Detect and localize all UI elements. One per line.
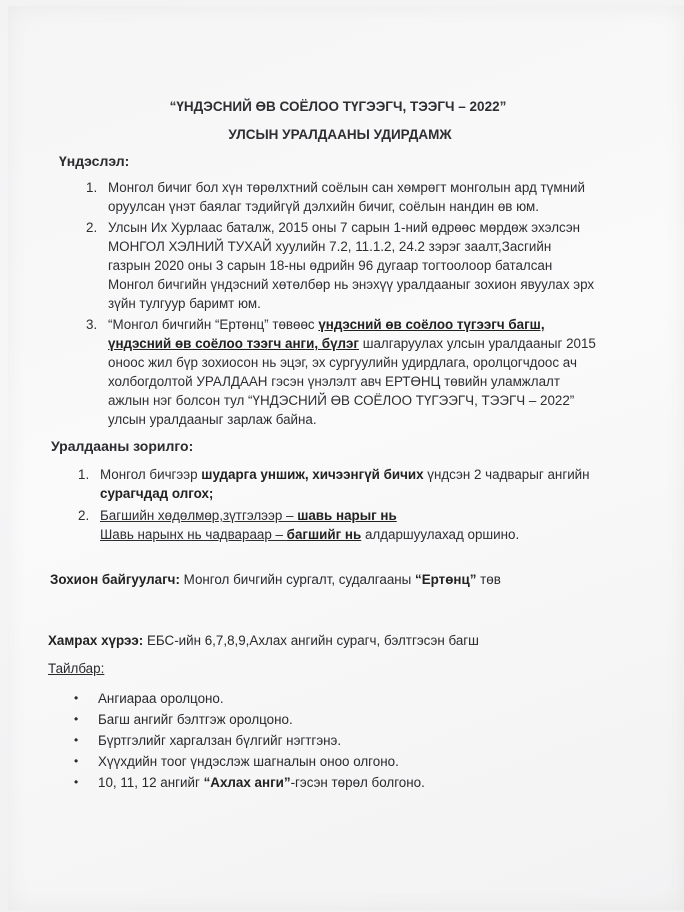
bullet-icon: •: [74, 691, 79, 705]
list-item: [70, 506, 630, 544]
item-text: 10, 11, 12 ангийг: [98, 775, 204, 790]
item-line: [100, 465, 630, 484]
note-list: [74, 688, 425, 793]
basis-heading: Үндэслэл:: [59, 153, 130, 169]
list-item: [78, 178, 638, 216]
bullet-icon: •: [74, 712, 79, 726]
item-line: [108, 334, 638, 353]
document-title: “ҮНДЭСНИЙ ӨВ СОЁЛОО ТҮГЭЭГЧ, ТЭЭГЧ – 2022”: [169, 99, 507, 114]
goal-heading: Уралдааны зорилго:: [51, 438, 194, 454]
item-text: Багшийн хөдөлмөр,зүтгэлээр –: [100, 508, 298, 523]
basis-list: [78, 178, 638, 429]
organizer-emphasis: “Ертөнц”: [415, 572, 477, 587]
item-text: -гэсэн төрөл болгоно.: [290, 775, 425, 790]
item-line: [100, 506, 630, 525]
item-text: Бүртгэлийг харгалзан бүлгийг нэгтгэнэ.: [98, 733, 342, 748]
item-number: 1.: [78, 467, 90, 482]
list-item: [78, 315, 638, 429]
item-number: 2.: [86, 220, 98, 235]
list-item: [74, 709, 425, 730]
item-number: 1.: [86, 180, 98, 195]
item-line: зүйн тулгуур баримт юм.: [108, 296, 261, 311]
emphasis-text: багшийг нь: [286, 527, 362, 542]
item-text: “Монгол бичгийн “Ертөнц” төвөөс: [108, 317, 319, 332]
item-number: 3.: [86, 317, 98, 332]
note-heading: [48, 661, 104, 676]
item-line: оноос жил бүр зохиосон нь эцэг, эх сургуулийн удирдлага, оролцогчдоос ач: [108, 355, 577, 370]
emphasis-text: шударга уншиж, хичээнгүй бичих: [201, 467, 424, 482]
item-text: Шавь нарынх нь чадвараар –: [100, 527, 287, 542]
document-subtitle: УЛСЫН УРАЛДААНЫ УДИРДАМЖ: [228, 127, 452, 142]
item-line: газрын 2020 оны 3 сарын 18-ны өдрийн 96 дугаар тогтоолоор баталсан: [108, 258, 553, 273]
item-text: шалгаруулах улсын уралдааныг 2015: [359, 336, 596, 351]
bullet-icon: •: [74, 754, 79, 768]
scope-line: [48, 633, 479, 648]
list-item: [74, 772, 425, 793]
emphasis-text: “Ахлах анги”: [203, 775, 291, 790]
item-line: МОНГОЛ ХЭЛНИЙ ТУХАЙ хуулийн 7.2, 11.1.2, 24.2 зэрэг заалт,Засгийн: [108, 239, 552, 254]
item-text: Багш ангийг бэлтгэж оролцоно.: [98, 712, 293, 727]
list-item: [70, 465, 630, 503]
item-line: холбогдолтой УРАЛДААН гэсэн үнэлэлт авч ЕРТӨНЦ төвийн уламжлалт: [108, 374, 560, 389]
item-line: [100, 525, 630, 544]
list-item: [74, 688, 425, 709]
item-line: Улсын Их Хурлаас баталж, 2015 оны 7 сарын 1-ний өдрөөс мөрдөж эхэлсэн: [108, 220, 581, 235]
item-text: Монгол бичгээр: [100, 467, 202, 482]
item-text: алдаршуулахад оршино.: [361, 527, 520, 542]
bullet-icon: •: [74, 775, 79, 789]
emphasis-text: үндэсний өв соёлоо түгээгч багш,: [318, 317, 545, 332]
item-line: оруулсан үнэт баялаг тэдийгүй дэлхийн бичиг, соёлын нандин өв юм.: [108, 199, 539, 214]
item-line: ажлын нэг болсон тул “ҮНДЭСНИЙ ӨВ СОЁЛОО ТҮГЭЭГЧ, ТЭЭГЧ – 2022”: [108, 393, 575, 408]
note-label: Тайлбар:: [48, 661, 105, 676]
item-line: Монгол бичиг бол хүн төрөлхтний соёлын сан хөмрөгт монголын ард түмний: [108, 180, 585, 195]
item-line: Монгол бичгийн үндэсний хөтөлбөр нь энэхүү уралдааныг зохион явуулах эрх: [108, 277, 595, 292]
emphasis-text: шавь нарыг нь: [297, 508, 397, 523]
bullet-icon: •: [74, 733, 79, 747]
organizer-text: Монгол бичгийн сургалт, судалгааны: [179, 572, 416, 587]
organizer-line: [50, 572, 501, 587]
organizer-label: Зохион байгуулагч:: [50, 572, 180, 587]
emphasis-text: үндэсний өв соёлоо тээгч анги, бүлэг: [108, 336, 359, 351]
item-text: Хүүхдийн тоог үндэслэж шагналын оноо олгоно.: [98, 754, 399, 769]
scope-label: Хамрах хүрээ:: [48, 633, 144, 648]
item-text: Ангиараа оролцоно.: [98, 691, 224, 706]
scope-text: ЕБС-ийн 6,7,8,9,Ахлах ангийн сурагч, бэлтгэсэн багш: [143, 633, 479, 648]
item-number: 2.: [78, 508, 90, 523]
goal-list: [70, 465, 630, 544]
item-line: улсын уралдааныг зарлаж байна.: [108, 412, 317, 427]
document-page: [8, 6, 684, 910]
organizer-text: төв: [476, 572, 501, 587]
item-line: [108, 315, 638, 334]
emphasis-text: сурагчдад олгох;: [100, 486, 214, 501]
list-item: [74, 730, 425, 751]
list-item: [78, 218, 638, 313]
item-text: үндсэн 2 чадварыг ангийн: [423, 467, 590, 482]
item-line: [100, 484, 630, 503]
list-item: [74, 751, 425, 772]
